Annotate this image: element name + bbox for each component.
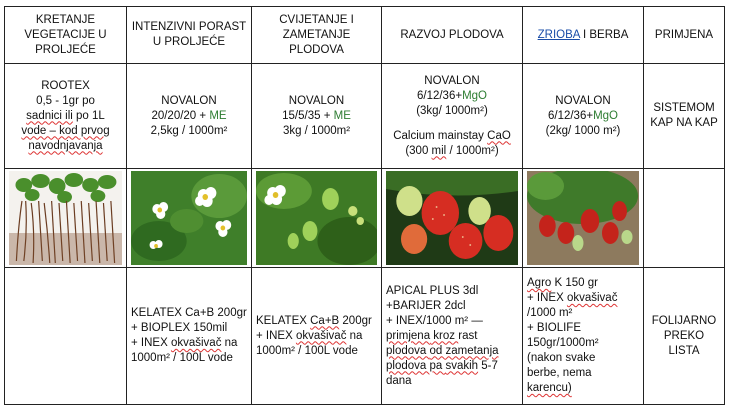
ripe-strawberries-plant-image <box>527 171 639 265</box>
cell-rootex: ROOTEX 0,5 - 1gr po sadnici ili po 1L vode – kod prvog navodnjavanja <box>5 64 127 169</box>
fertilization-table <box>4 6 725 405</box>
seedlings-roots-image <box>9 171 122 265</box>
drip-row <box>5 64 725 169</box>
header-ripening: ZRIOBA I BERBA <box>523 7 644 64</box>
cell-drip-method: SISTEMOM KAP NA KAP <box>644 64 725 169</box>
cell-kelatex-inex: KELATEX Ca+B 200gr + INEX okvašivač na 1000m² / 100L vode <box>252 268 382 405</box>
cell-novalon-6-calcium: NOVALON 6/12/36+MgO (3kg/ 1000m²) Calcium mainstay CaO (300 mil / 1000m²) <box>382 64 523 169</box>
photo-flowering <box>252 169 382 268</box>
ripening-strawberries-image <box>386 171 518 265</box>
cell-foliar-empty <box>5 268 127 405</box>
foliar-row <box>5 268 725 405</box>
header-row <box>5 7 725 64</box>
header-application: PRIMJENA <box>644 7 725 64</box>
photo-empty <box>644 169 725 268</box>
cell-novalon-15: NOVALON 15/5/35 + ME 3kg / 1000m² <box>252 64 382 169</box>
photo-row <box>5 169 725 268</box>
strawberry-flowers-image <box>131 171 247 265</box>
header-flowering: CVIJETANJE I ZAMETANJE PLODOVA <box>252 7 382 64</box>
photo-ripening <box>523 169 644 268</box>
cell-apical-barijer: APICAL PLUS 3dl +BARIJER 2dcl + INEX/1000 m² — primjena kroz rast plodova od zametanja plodova pa svakih 5-7 dana <box>382 268 523 405</box>
header-fruit-development: RAZVOJ PLODOVA <box>382 7 523 64</box>
cell-agro-biolife: Agro K 150 gr + INEX okvašivač /1000 m² + BIOLIFE 150gr/1000m² (nakon svake berbe, nema karencu) <box>523 268 644 405</box>
cell-kelatex-bioplex: KELATEX Ca+B 200gr + BIOPLEX 150mil + INEX okvašivač na 1000m² / 100L vode <box>127 268 252 405</box>
photo-flowers <box>127 169 252 268</box>
photo-seedlings <box>5 169 127 268</box>
cell-novalon-6: NOVALON 6/12/36+MgO (2kg/ 1000 m²) <box>523 64 644 169</box>
flowers-and-green-fruit-image <box>256 171 377 265</box>
cell-foliar-method: FOLIJARNO PREKO LISTA <box>644 268 725 405</box>
header-growth: INTENZIVNI PORAST U PROLJEĆE <box>127 7 252 64</box>
photo-fruit-development <box>382 169 523 268</box>
header-vegetation: KRETANJE VEGETACIJE U PROLJEĆE <box>5 7 127 64</box>
cell-novalon-20: NOVALON 20/20/20 + ME 2,5kg / 1000m² <box>127 64 252 169</box>
